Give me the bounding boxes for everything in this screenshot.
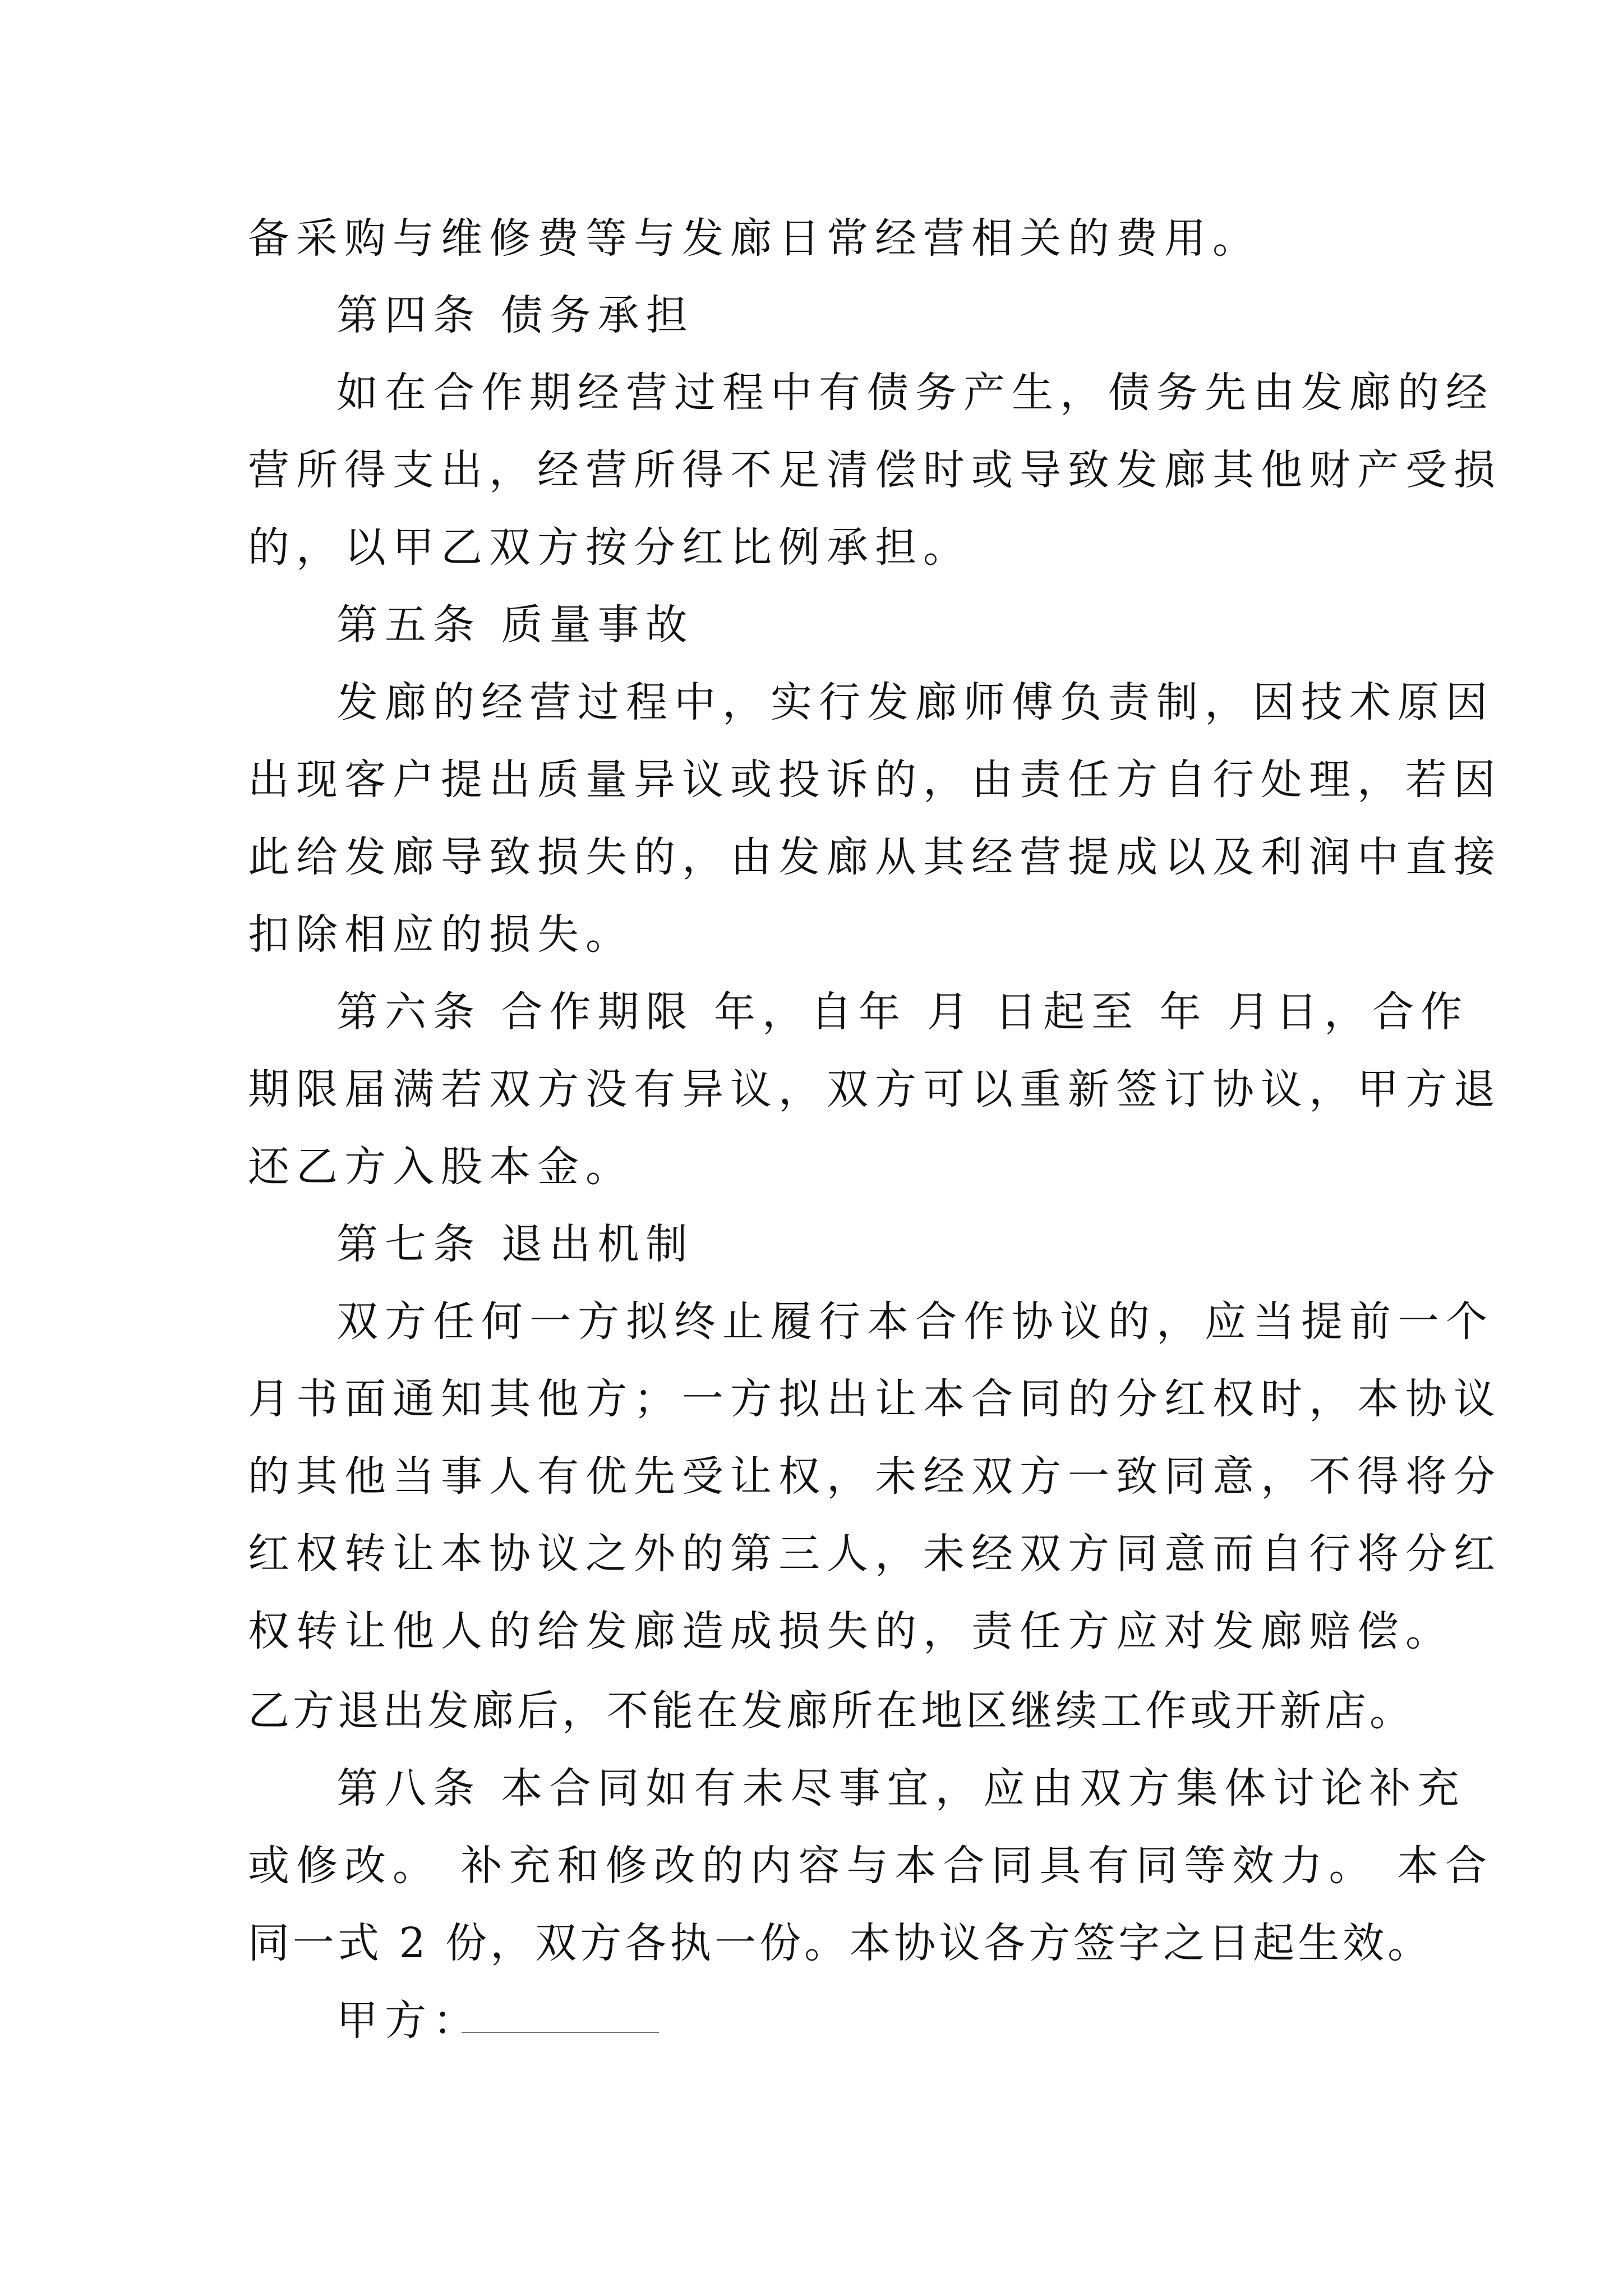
text-line: 红权转让本协议之外的第三人，未经双方同意而自行将分红 [248,1530,1502,1578]
text-line: 如在合作期经营过程中有债务产生，债务先由发廊的经 [336,369,1494,417]
text-line: 的，以甲乙双方按分红比例承担。 [248,523,971,572]
text-line: 乙方退出发廊后，不能在发廊所在地区继续工作或开新店。 [248,1687,1414,1735]
text-line: 此给发廊导致损失的，由发廊从其经营提成以及利润中直接 [248,833,1502,881]
article-heading: 第七条 退出机制 [336,1220,694,1268]
text-line: 发廊的经营过程中，实行发廊师傅负责制，因技术原因 [336,678,1494,726]
text-line: 同一式 2 份，双方各执一份。本协议各方签字之日起生效。 [248,1919,1433,1967]
party-a-label: 甲方： [336,1996,481,2045]
text-line: 备采购与维修费等与发廊日常经营相关的费用。 [248,214,1261,263]
text-line: 的其他当事人有优先受让权，未经双方一致同意，不得将分 [248,1452,1502,1501]
text-line: 第六条 合作期限 年，自年 月 日起至 年 月日，合作 [336,988,1469,1036]
text-line: 权转让他人的给发廊造成损失的，责任方应对发廊赔偿。 [248,1607,1454,1655]
text-line: 期限届满若双方没有异议，双方可以重新签订协议，甲方退 [248,1065,1502,1114]
text-line: 第八条 本合同如有未尽事宜，应由双方集体讨论补充 [336,1764,1466,1812]
text-line: 扣除相应的损失。 [248,910,634,959]
party-a-signature-line [462,2032,659,2033]
article-heading: 第四条 债务承担 [336,291,694,339]
article-heading: 第五条 质量事故 [336,601,694,649]
text-line: 营所得支出，经营所得不足清偿时或导致发廊其他财产受损 [248,446,1502,494]
text-line: 还乙方入股本金。 [248,1143,634,1191]
text-line: 出现客户提出质量异议或投诉的，由责任方自行处理，若因 [248,756,1502,804]
text-line: 双方任何一方拟终止履行本合作协议的，应当提前一个 [336,1297,1494,1346]
text-line: 或修改。 补充和修改的内容与本合同具有同等效力。 本合 [248,1842,1494,1890]
text-line: 月书面通知其他方；一方拟出让本合同的分红权时，本协议 [248,1375,1502,1423]
